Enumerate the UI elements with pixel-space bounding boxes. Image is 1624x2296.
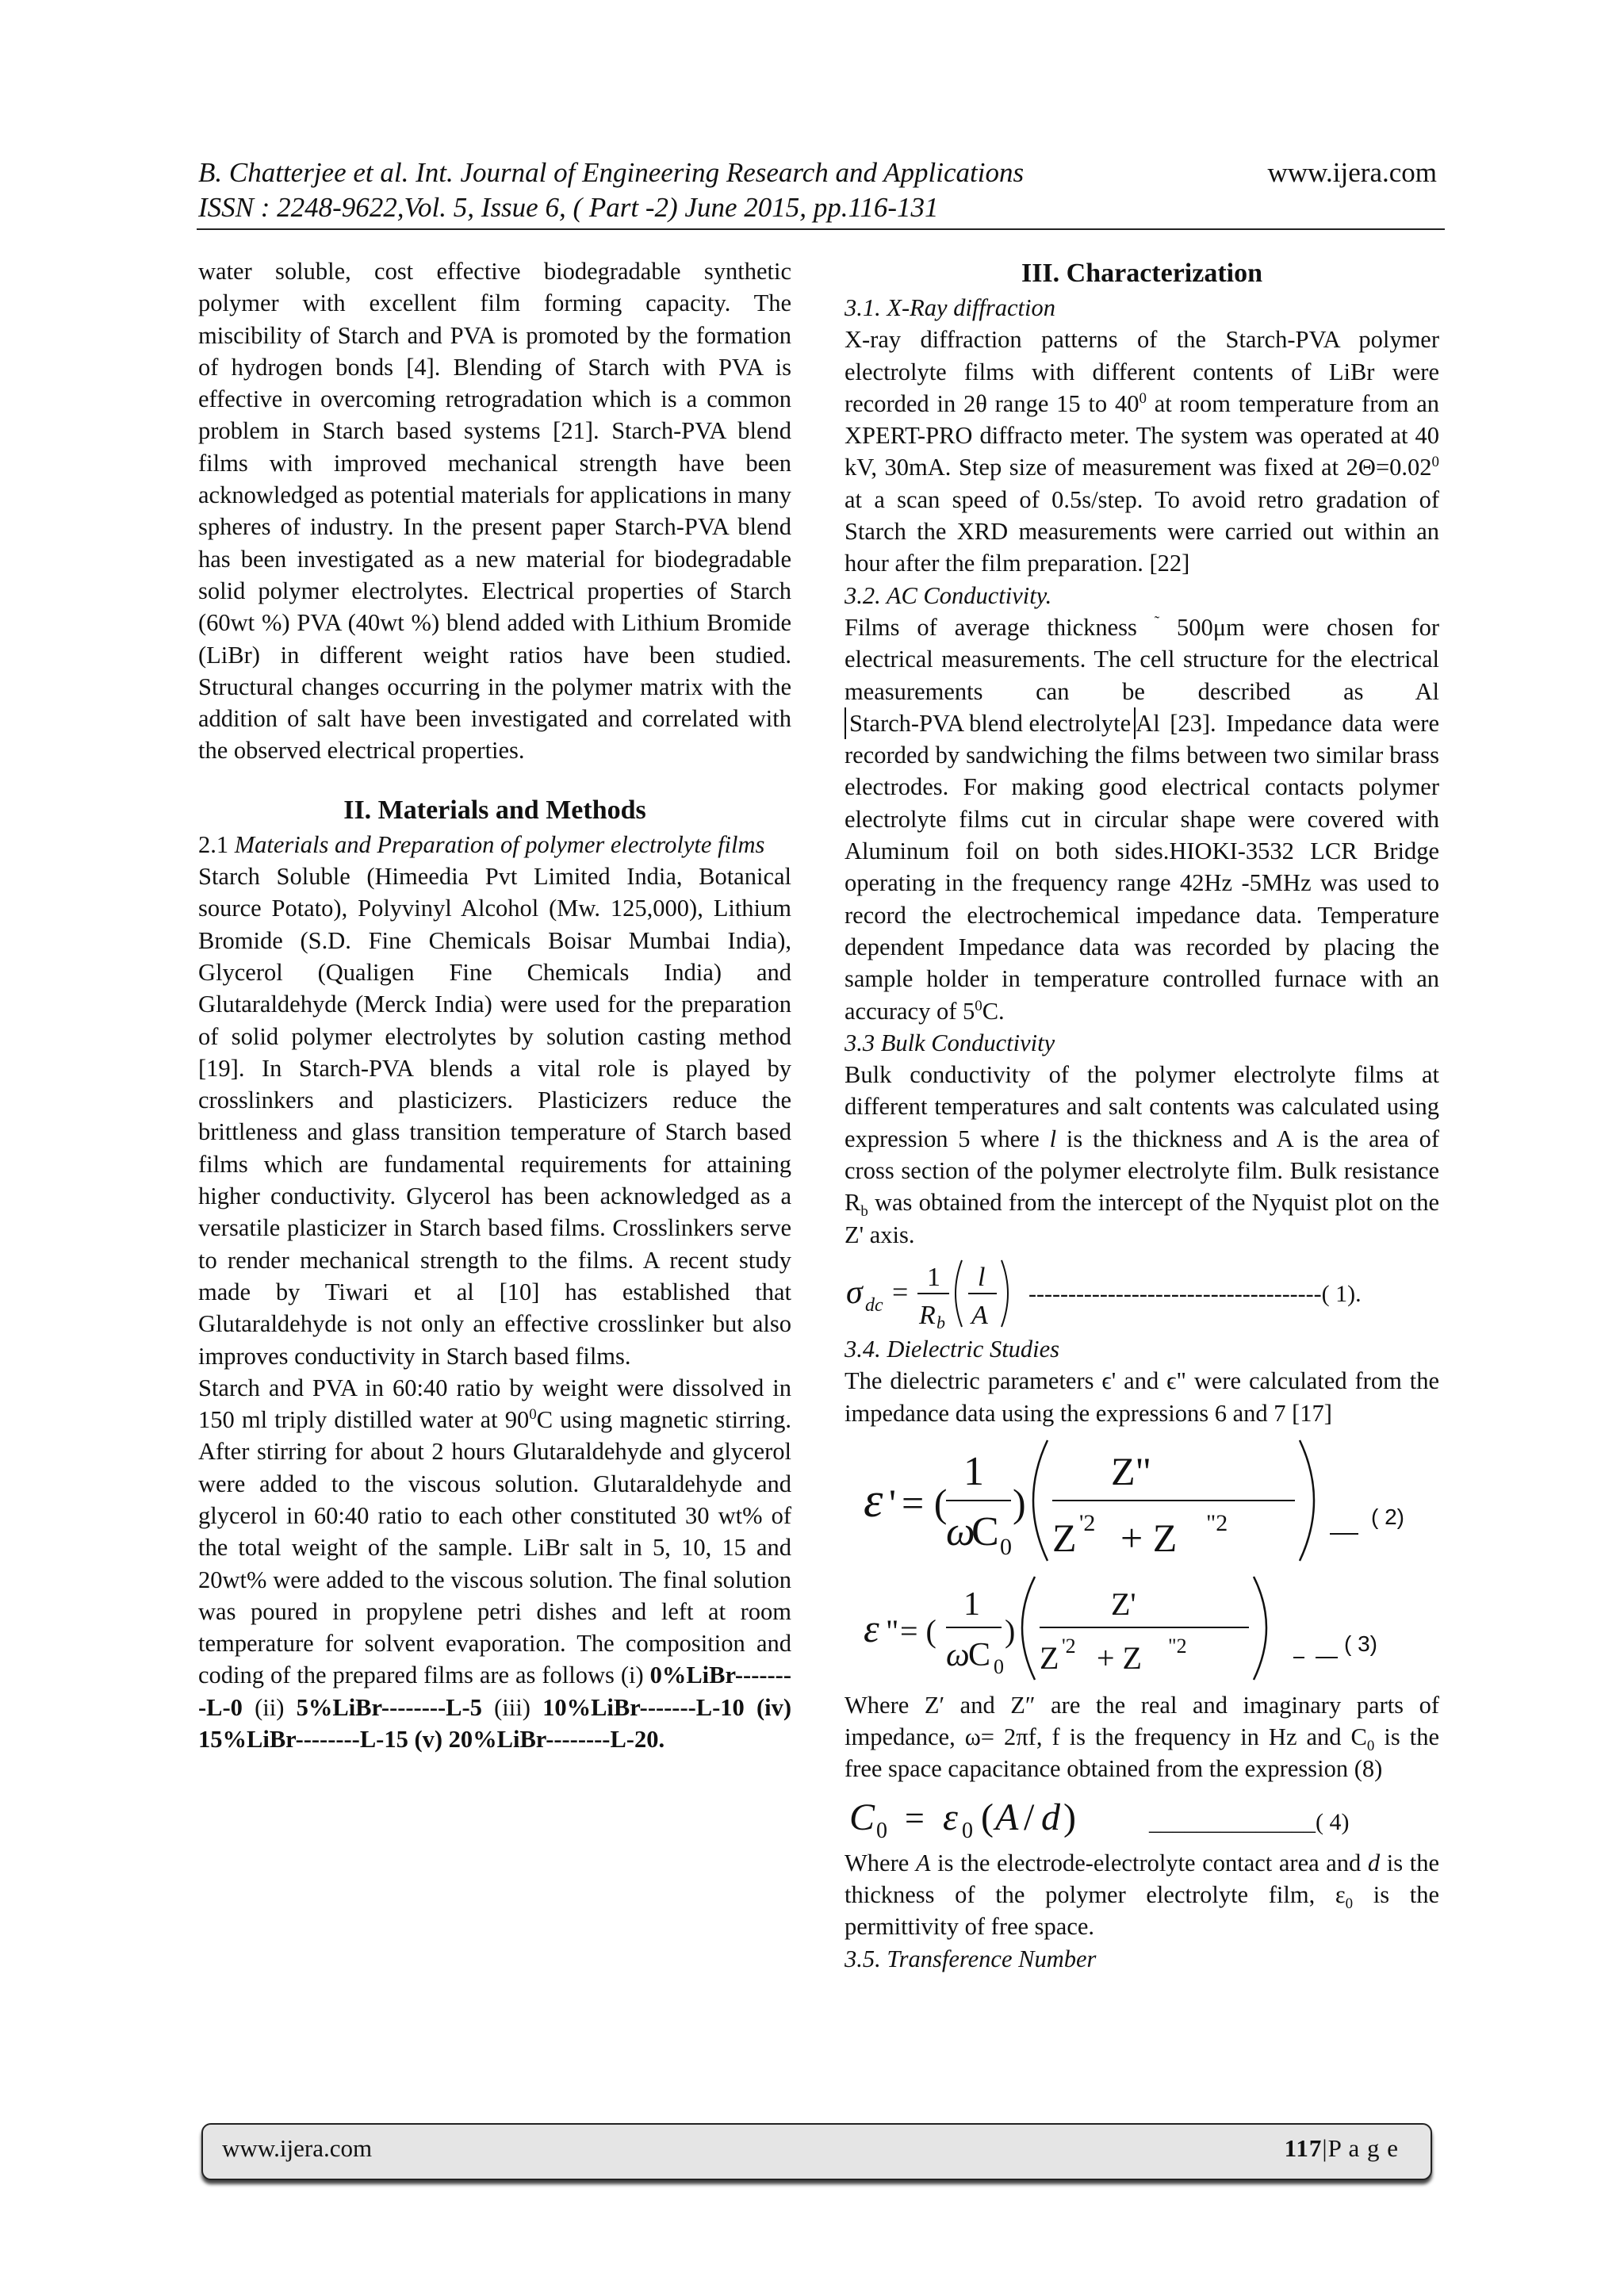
svg-text:l: l — [978, 1262, 986, 1292]
svg-text:Z: Z — [1052, 1515, 1077, 1560]
equation-1-number: -------------------------------------( 1). — [1028, 1280, 1362, 1307]
journal-website[interactable]: www.ijera.com — [1267, 157, 1437, 188]
header-divider — [197, 228, 1445, 230]
equation-3-number: ( 3) — [1344, 1631, 1377, 1656]
svg-text:+ Z: + Z — [1097, 1639, 1142, 1676]
svg-text:ε: ε — [943, 1796, 958, 1838]
svg-text:R: R — [919, 1300, 936, 1328]
equation-2 — [845, 1434, 1439, 1569]
section-3-title: III. Characterization — [1021, 259, 1263, 288]
svg-text:σ: σ — [846, 1274, 863, 1311]
permittivity-paragraph: Where A is the electrode-electrolyte contact area and d is the thickness of the polymer electrolyte film, $\varepsilon_0$ is the permittivity of free space. — [845, 1849, 1439, 1941]
equation-1-graphic — [845, 1255, 1439, 1328]
svg-text:=: = — [892, 1275, 909, 1308]
issn-line: ISSN : 2248-9622,Vol. 5, Issue 6, ( Part -2) June 2015, pp.116-131 — [198, 192, 939, 223]
svg-text:A: A — [995, 1796, 1019, 1838]
page-footer — [201, 2123, 1432, 2180]
svg-text:Z: Z — [1040, 1639, 1059, 1676]
svg-text:Z': Z' — [1111, 1585, 1136, 1622]
subsection-3-4-heading: 3.4. Dielectric Studies — [845, 1335, 1060, 1363]
svg-text:C: C — [968, 1636, 991, 1673]
page-number: 117|P a g e — [1284, 2134, 1399, 2162]
svg-text:+ Z: + Z — [1120, 1515, 1178, 1560]
svg-text:): ) — [1063, 1796, 1076, 1838]
svg-text:"2: "2 — [1206, 1509, 1228, 1536]
svg-text:ε: ε — [864, 1473, 883, 1527]
subsection-3-5-heading: 3.5. Transference Number — [845, 1945, 1097, 1972]
equation-4 — [845, 1790, 1439, 1842]
svg-text:ω: ω — [946, 1508, 975, 1554]
svg-text:b: b — [936, 1312, 945, 1328]
svg-text:=: = — [905, 1798, 925, 1838]
svg-text:d: d — [1041, 1796, 1060, 1838]
equation-2-graphic — [845, 1434, 1439, 1569]
impedance-definition-paragraph: Where Z′ and Z″ are the real and imaginary parts of impedance, ω= 2πf, f is the frequency in Hz and $C_0$ is the free space capacitance obtained from the expression (8) — [845, 1691, 1439, 1783]
svg-text:dc: dc — [865, 1294, 883, 1316]
svg-text:ε: ε — [864, 1605, 879, 1650]
equation-3-graphic — [845, 1573, 1439, 1685]
intro-paragraph: water soluble, cost effective biodegradable synthetic polymer with excellent film forming capacity. The miscibility of Starch and PVA is promoted by the formation of hydrogen bonds [4]. Blending of Starch with PVA is effective in overcoming retrogradation which is a common problem in Starch based systems [21]. Starch-PVA blend films with improved mechanical strength have been acknowledged as potential materials for applications in many spheres of industry. In the present paper Starch-PVA blend has been investigated as a new material for biodegradable solid polymer electrolytes. Electrical properties of Starch (60wt %) PVA (40wt %) blend added with Lithium Bromide (LiBr) in different weight ratios have been studied. Structural changes occurring in the polymer matrix with the addition of salt have been investigated and correlated with the observed electrical properties. — [198, 258, 791, 765]
subsection-3-1-heading: 3.1. X-Ray diffraction — [845, 294, 1055, 321]
svg-text:A: A — [971, 1300, 988, 1328]
svg-text:Z": Z" — [1111, 1448, 1151, 1493]
subsection-3-2-heading: 3.2. AC Conductivity. — [845, 581, 1052, 609]
equation-2-number: ( 2) — [1371, 1504, 1404, 1529]
svg-text:= (: = ( — [900, 1612, 936, 1649]
xrd-paragraph: X-ray diffraction patterns of the Starch-PVA polymer electrolyte films with different contents of LiBr were recorded in 2θ range 15 to $40^0$ at room temperature from an XPERT-PRO diffracto meter. The system was operated at 40 kV, 30mA. Step size of measurement was fixed at $2\Theta=0.02^0$ at a scan speed of 0.5s/step. To avoid retro gradation of Starch the XRD measurements were carried out within an hour after the film preparation. [22] — [845, 326, 1440, 577]
svg-text:0: 0 — [994, 1654, 1004, 1678]
svg-text:': ' — [889, 1480, 897, 1525]
svg-text:1: 1 — [963, 1585, 980, 1623]
svg-text:): ) — [1005, 1612, 1016, 1649]
equation-3 — [845, 1573, 1439, 1685]
svg-text:0: 0 — [962, 1818, 973, 1842]
subsection-2-1-heading: 2.1 Materials and Preparation of polymer electrolyte films — [198, 830, 765, 858]
film-code-l0: 0%LiBr--------L-0 — [198, 1662, 791, 1721]
svg-text:"2: "2 — [1168, 1634, 1187, 1658]
svg-text:1: 1 — [963, 1448, 984, 1494]
svg-text:/: / — [1024, 1796, 1035, 1838]
equation-4-number: ______________( 4) — [1149, 1808, 1350, 1835]
cell-structure-box: Starch-PVA blend electrolyte — [845, 707, 1136, 739]
ac-conductivity-paragraph: Films of average thickness ˜ 500μm were chosen for electrical measurements. The cell structure for the electrical measurements can be described as AlStarch-PVA blend electrolyte Al [23]. Impedance data were recorded by sandwiching the films between two similar brass electrodes. For making good electrical contacts polymer electrolyte films cut in circular shape were covered with Aluminum foil on both sides.HIOKI-3532 LCR Bridge operating in the frequency range 42Hz -5MHz was used to record the electrochemical impedance data. Temperature dependent Impedance data was recorded by placing the sample holder in temperature controlled furnace with an accuracy of $5^0C$. — [845, 613, 1439, 1025]
film-code-l5: 5%LiBr--------L-5 — [296, 1693, 482, 1721]
film-code-l10-l20: 10%LiBr-------L-10 (iv) 15%LiBr--------L-15 (v) 20%LiBr--------L-20. — [198, 1693, 792, 1754]
dielectric-paragraph: The dielectric parameters ϵ' and ϵ" were calculated from the impedance data using the expressions 6 and 7 [17] — [845, 1367, 1439, 1427]
svg-text:): ) — [1013, 1480, 1026, 1525]
bulk-conductivity-paragraph: Bulk conductivity of the polymer electrolyte films at different temperatures and salt contents was calculated using expression 5 where l is the thickness and A is the area of cross section of the polymer electrolyte film. Bulk resistance $R_b$ was obtained from the intercept of the Nyquist plot on the Z' axis. — [845, 1061, 1440, 1248]
materials-paragraph: Starch Soluble (Himeedia Pvt Limited India, Botanical source Potato), Polyvinyl Alcohol (Mw. 125,000), Lithium Bromide (S.D. Fine Chemicals Boisar Mumbai India), Glycerol (Qualigen Fine Chemicals India) and Glutaraldehyde (Merck India) were used for the preparation of solid polymer electrolytes by solution casting method [19]. In Starch-PVA blends a vital role is played by crosslinkers and plasticizers. Plasticizers reduce the brittleness and glass transition temperature of Starch based films which are fundamental requirements for attaining higher conductivity. Glycerol has been acknowledged as a versatile plasticizer in Starch based films. Crosslinkers serve to render mechanical strength to the films. A recent study made by Tiwari et al [10] has established that Glutaraldehyde is not only an effective crosslinker but also improves conductivity in Starch based films. — [198, 863, 791, 1370]
svg-text:'2: '2 — [1062, 1634, 1076, 1658]
svg-text:0: 0 — [876, 1818, 887, 1842]
right-column — [845, 255, 1439, 1975]
svg-text:": " — [886, 1612, 899, 1649]
equation-4-graphic — [845, 1790, 1439, 1842]
svg-text:= (: = ( — [902, 1480, 948, 1525]
subsection-3-3-heading: 3.3 Bulk Conductivity — [845, 1029, 1055, 1056]
svg-text:1: 1 — [927, 1262, 940, 1292]
svg-text:ω: ω — [946, 1636, 970, 1673]
svg-text:(: ( — [981, 1796, 994, 1838]
svg-text:C: C — [971, 1508, 999, 1554]
equation-1 — [845, 1255, 1439, 1328]
svg-text:0: 0 — [1000, 1533, 1012, 1560]
svg-text:'2: '2 — [1079, 1509, 1096, 1536]
journal-citation: B. Chatterjee et al. Int. Journal of Engineering Research and Applications — [198, 157, 1025, 188]
left-column — [198, 255, 791, 1755]
section-2-title: II. Materials and Methods — [343, 795, 646, 825]
footer-website-link[interactable]: www.ijera.com — [222, 2134, 373, 2162]
running-header — [198, 155, 1024, 225]
preparation-paragraph: Starch and PVA in 60:40 ratio by weight were dissolved in 150 ml triply distilled water at $90^0C$ using magnetic stirring. After stirring for about 2 hours Glutaraldehyde and glycerol were added to the viscous solution. Glutaraldehyde and glycerol in 60:40 ratio to each other constituted 30 wt% of the total weight of the sample. LiBr salt in 5, 10, 15 and 20wt% were added to the viscous solution. The final solution was poured in propylene petri dishes and left at room temperature for solvent evaporation. The composition and coding of the prepared films are as follows (i) 0%LiBr--------L-0 (ii) 5%LiBr--------L-5 (iii) 10%LiBr-------L-10 (iv) 15%LiBr--------L-15 (v) 20%LiBr--------L-20. — [198, 1374, 792, 1754]
svg-text:C: C — [849, 1796, 875, 1838]
